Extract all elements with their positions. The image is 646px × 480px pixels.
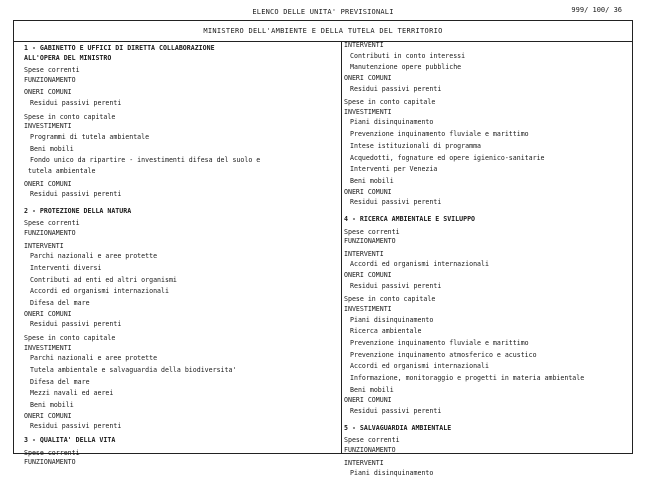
list-item: Tutela ambientale e salvaguardia della biodiversita' [30,365,237,374]
category-heading: Spese in conto capitale [344,295,436,304]
list-item: Manutenzione opere pubbliche [350,63,462,72]
list-item: Contributi ad enti ed altri organismi [30,275,177,284]
category-heading: Spese in conto capitale [24,112,116,121]
category-heading: ONERI COMUNI [344,396,392,405]
section-title: ALL'OPERA DEL MINISTRO [24,53,112,62]
category-heading: Spese correnti [344,227,400,236]
list-item: Residui passivi perenti [30,320,122,329]
category-heading: Spese correnti [344,436,400,445]
section-title: 5 - SALVAGUARDIA AMBIENTALE [344,423,452,432]
section-title: 3 - QUALITA' DELLA VITA [24,436,116,445]
left-column [24,44,336,468]
category-heading: ONERI COMUNI [24,411,72,420]
list-item: Accordi ed organismi internazionali [350,362,489,371]
category-heading: ONERI COMUNI [24,88,72,97]
section-title: 1 - GABINETTO E UFFICI DI DIRETTA COLLABORAZIONE [24,44,215,52]
list-item: Residui passivi perenti [30,422,122,431]
list-item: Residui passivi perenti [350,84,442,93]
category-heading: ONERI COMUNI [344,187,392,196]
category-heading: FUNZIONAMENTO [24,458,76,467]
category-heading: FUNZIONAMENTO [24,229,76,238]
list-item: Mezzi navali ed aerei [30,389,114,398]
list-item: Piani disinquinamento [350,118,434,127]
list-item: Difesa del mare [30,377,90,386]
list-item: Residui passivi perenti [350,198,442,207]
category-heading: Spese in conto capitale [24,334,116,343]
category-heading: Spese in conto capitale [344,98,436,107]
category-heading: ONERI COMUNI [24,179,72,188]
list-item: Parchi nazionali e aree protette [30,354,158,363]
list-item: Prevenzione inquinamento atmosferico e acustico [350,350,537,359]
list-item: Fondo unico da ripartire - investimenti difesa del suolo e [30,156,261,165]
category-heading: INVESTIMENTI [24,122,72,131]
column-divider [341,42,342,453]
list-item: Residui passivi perenti [30,190,122,199]
document-title: ELENCO DELLE UNITA' PREVISIONALI [252,8,394,16]
category-heading: Spese correnti [24,448,80,457]
category-heading: INTERVENTI [24,241,64,250]
document-frame [13,20,633,478]
category-heading: INVESTIMENTI [344,304,392,313]
list-item: Residui passivi perenti [350,281,442,290]
category-heading: ONERI COMUNI [344,271,392,280]
list-item: Accordi ed organismi internazionali [30,287,169,296]
list-item: Intese istituzionali di programma [350,141,482,150]
list-item: Beni mobili [350,177,394,185]
section-title: 4 - RICERCA AMBIENTALE E SVILUPPO [344,215,476,223]
category-heading: ONERI COMUNI [344,74,392,82]
list-item: Interventi diversi [30,263,102,272]
category-heading: INTERVENTI [344,249,384,258]
list-item: Interventi per Venezia [350,165,438,174]
list-item: Piani disinquinamento [350,315,434,324]
category-heading: Spese correnti [24,219,80,228]
list-item-continuation: tutela ambientale [28,166,96,175]
category-heading: INVESTIMENTI [344,107,392,116]
ministry-heading: MINISTERO DELL'AMBIENTE E DELLA TUTELA DEL TERRITORIO [14,21,632,42]
list-item: Accordi ed organismi internazionali [350,260,489,269]
category-heading: ONERI COMUNI [24,309,72,318]
list-item: Piani disinquinamento [350,469,434,478]
category-heading: INTERVENTI [344,41,384,49]
list-item: Beni mobili [350,385,394,394]
category-heading: INVESTIMENTI [24,343,72,352]
category-heading: FUNZIONAMENTO [344,445,396,454]
section-title: 2 - PROTEZIONE DELLA NATURA [24,206,132,215]
list-item: Prevenzione inquinamento fluviale e marittimo [350,338,529,347]
list-item: Contributi in conto interessi [350,51,466,60]
list-item: Beni mobili [30,144,74,153]
list-item: Beni mobili [30,401,74,410]
category-heading: INTERVENTI [344,458,384,467]
list-item: Ricerca ambientale [350,327,422,336]
category-heading: FUNZIONAMENTO [344,237,396,246]
page-code: 999/ 100/ 36 [571,6,622,14]
category-heading: Spese correnti [24,66,80,75]
list-item: Informazione, monitoraggio e progetti in materia ambientale [350,374,585,383]
columns-area [14,41,632,478]
list-item: Programmi di tutela ambientale [30,132,150,141]
list-item: Acquedotti, fognature ed opere igienico-sanitarie [350,153,545,162]
list-item: Residui passivi perenti [30,98,122,107]
list-item: Residui passivi perenti [350,407,442,416]
right-column [344,41,630,480]
list-item: Difesa del mare [30,299,90,308]
category-heading: FUNZIONAMENTO [24,75,76,84]
list-item: Parchi nazionali e aree protette [30,252,158,261]
list-item: Prevenzione inquinamento fluviale e marittimo [350,130,529,139]
